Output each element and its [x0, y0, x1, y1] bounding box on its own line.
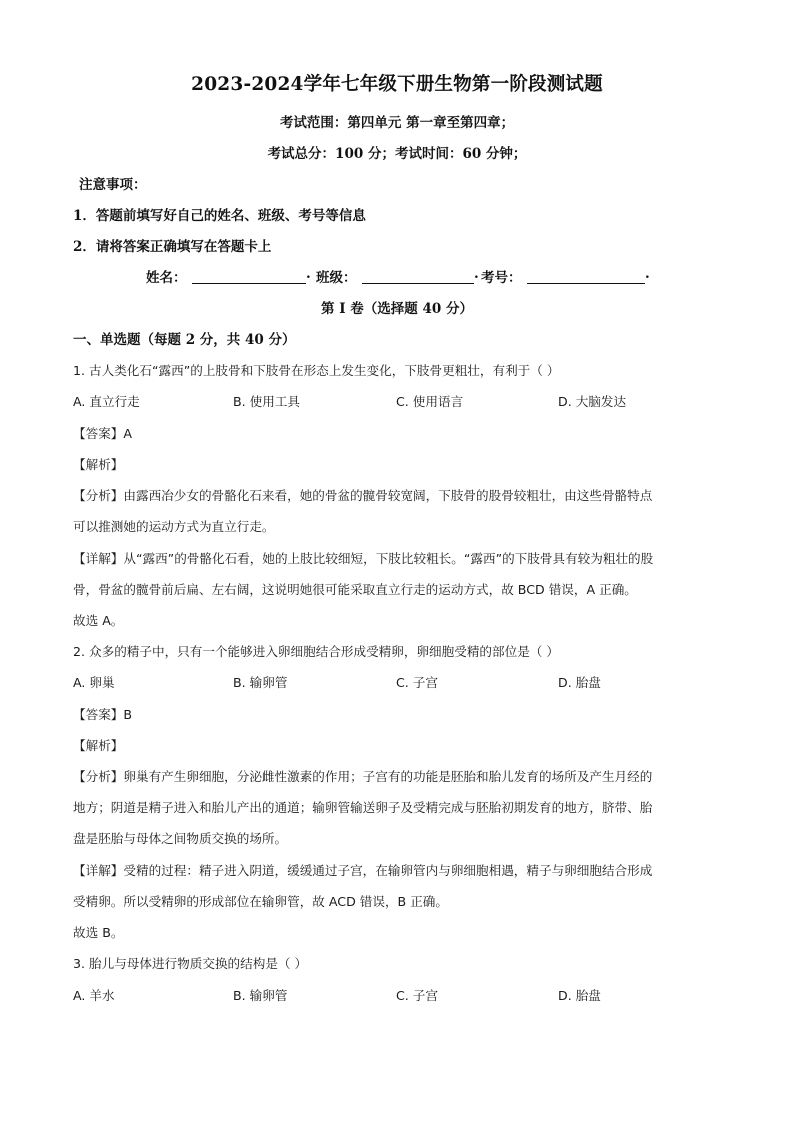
question-2-option-c: C. 子宫	[396, 675, 438, 690]
class-dot: .	[474, 266, 479, 282]
question-1-analysis-label: 【解析】	[73, 457, 124, 472]
notes-heading: 注意事项：	[79, 177, 147, 193]
class-label: 班级：	[316, 270, 357, 286]
note-item-2: 2．请将答案正确填写在答题卡上	[73, 239, 272, 255]
question-3-option-a: A. 羊水	[73, 988, 115, 1003]
exam-scope: 考试范围：第四单元 第一章至第四章；	[279, 115, 515, 131]
id-dot: .	[645, 266, 650, 282]
name-field[interactable]	[192, 283, 306, 284]
class-field[interactable]	[362, 283, 474, 284]
note-item-1: 1．答题前填写好自己的姓名、班级、考号等信息	[73, 208, 366, 224]
question-3-option-c: C. 子宫	[396, 988, 438, 1003]
question-2-option-a: A. 卵巢	[73, 675, 115, 690]
question-2-xiangjie-line-3: 故选 B。	[73, 925, 124, 940]
question-2-xiangjie-line-1: 【详解】受精的过程：精子进入阴道，缓缓通过子宫，在输卵管内与卵细胞相遇，精子与卵细胞结合形成	[73, 863, 653, 878]
exam-title: 2023-2024学年七年级下册生物第一阶段测试题	[191, 74, 603, 95]
question-1-fenxi-line-2: 可以推测她的运动方式为直立行走。	[73, 519, 275, 534]
question-2-option-b: B. 输卵管	[233, 675, 288, 690]
name-label: 姓名：	[146, 270, 187, 286]
question-2-option-d: D. 胎盘	[558, 675, 601, 690]
question-3-option-b: B. 输卵管	[233, 988, 288, 1003]
question-1-answer: 【答案】A	[73, 426, 132, 441]
part-title: 一、单选题（每题 2 分，共 40 分）	[73, 332, 296, 348]
student-info-row	[146, 266, 666, 286]
question-2-fenxi-line-1: 【分析】卵巢有产生卵细胞，分泌雌性激素的作用；子宫有的功能是胚胎和胎儿发育的场所及产生月经的	[73, 769, 653, 784]
question-1-xiangjie-line-1: 【详解】从“露西”的骨骼化石看，她的上肢比较细短，下肢比较粗长。“露西”的下肢骨具有较为粗壮的股	[73, 551, 654, 566]
question-3-option-d: D. 胎盘	[558, 988, 601, 1003]
question-1-option-d: D. 大脑发达	[558, 394, 627, 409]
id-label: 考号：	[481, 270, 522, 286]
question-2-fenxi-line-2: 地方；阴道是精子进入和胎儿产出的通道；输卵管输送卵子及受精完成与胚胎初期发育的地方，脐带、胎	[73, 800, 653, 815]
question-1-stem: 1. 古人类化石“露西”的上肢骨和下肢骨在形态上发生变化，下肢骨更粗壮，有利于（ ）	[73, 363, 560, 378]
question-1-option-a: A. 直立行走	[73, 394, 140, 409]
question-1-fenxi-line-1: 【分析】由露西冶少女的骨骼化石来看，她的骨盆的髋骨较宽阔，下肢骨的股骨较粗壮，由这些骨骼特点	[73, 488, 653, 503]
question-2-xiangjie-line-2: 受精卵。所以受精卵的形成部位在输卵管，故 ACD 错误，B 正确。	[73, 894, 448, 909]
id-field[interactable]	[527, 283, 645, 284]
question-2-answer: 【答案】B	[73, 707, 133, 722]
question-2-stem: 2. 众多的精子中，只有一个能够进入卵细胞结合形成受精卵，卵细胞受精的部位是（ ）	[73, 644, 559, 659]
question-1-option-c: C. 使用语言	[396, 394, 464, 409]
question-3-stem: 3. 胎儿与母体进行物质交换的结构是（ ）	[73, 956, 308, 971]
question-1-xiangjie-line-3: 故选 A。	[73, 613, 124, 628]
exam-time-score: 考试总分：100 分；考试时间：60 分钟；	[267, 146, 527, 162]
question-2-fenxi-line-3: 盘是胚胎与母体之间物质交换的场所。	[73, 831, 288, 846]
section-title: 第 I 卷（选择题 40 分）	[321, 301, 473, 317]
question-1-xiangjie-line-2: 骨，骨盆的髋骨前后扁、左右阔，这说明她很可能采取直立行走的运动方式，故 BCD 错误，A 正确。	[73, 582, 637, 597]
question-2-analysis-label: 【解析】	[73, 738, 124, 753]
name-dot: .	[306, 266, 311, 282]
question-1-option-b: B. 使用工具	[233, 394, 301, 409]
